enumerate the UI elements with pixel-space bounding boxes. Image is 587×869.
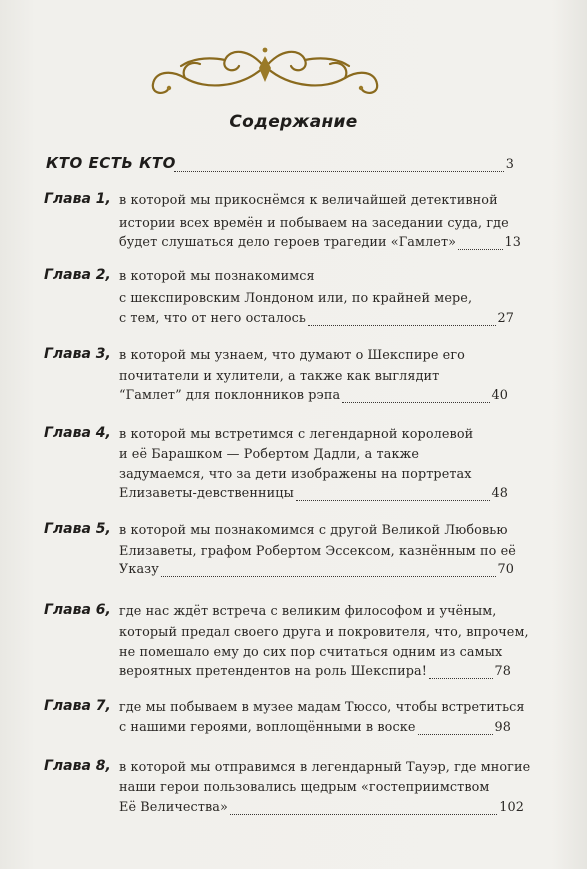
dot-leader xyxy=(342,401,489,403)
chapter-1-page-number: 13 xyxy=(504,235,521,250)
chapter-6-line-2: который предал своего друга и покровителя, что, впрочем, xyxy=(119,625,529,640)
chapter-5-label: Глава 5, xyxy=(44,521,111,537)
dot-leader xyxy=(418,733,493,735)
chapter-6-page-number: 78 xyxy=(494,664,511,679)
chapter-6-line-1: где нас ждёт встреча с великим философом и учёным, xyxy=(119,604,497,619)
chapter-8-line-1: в которой мы отправимся в легендарный Тауэр, где многие xyxy=(119,760,531,775)
chapter-1-line-3-text: будет слушаться дело героев трагедии «Гамлет» xyxy=(119,235,457,250)
chapter-4-line-1: в которой мы встретимся с легендарной королевой xyxy=(119,427,474,442)
chapter-6-label: Глава 6, xyxy=(44,602,111,618)
chapter-6-line-4-text: вероятных претендентов на роль Шекспира! xyxy=(119,664,427,679)
chapter-8-line-3-text: Её Величества» xyxy=(119,800,228,815)
chapter-5-line-1: в которой мы познакомимся с другой Великой Любовью xyxy=(119,523,508,538)
chapter-2-label: Глава 2, xyxy=(44,267,111,283)
chapter-4-label: Глава 4, xyxy=(44,425,111,441)
chapter-8-page-number: 102 xyxy=(499,800,524,815)
dot-leader xyxy=(161,575,496,577)
chapter-1-line-2: истории всех времён и побываем на заседании суда, где xyxy=(119,216,509,231)
chapter-4-line-3: задумаемся, что за дети изображены на портретах xyxy=(119,467,472,482)
intro-leader-line xyxy=(172,157,514,172)
dot-leader xyxy=(230,813,497,815)
chapter-3-page-number: 40 xyxy=(491,388,508,403)
ornament-flourish-icon xyxy=(145,38,385,100)
chapter-4-line-4-text: Елизаветы-девственницы xyxy=(119,486,294,501)
dot-leader xyxy=(308,324,496,326)
chapter-8-line-3 xyxy=(119,800,524,815)
chapter-8-label: Глава 8, xyxy=(44,758,111,774)
chapter-2-page-number: 27 xyxy=(497,311,514,326)
dot-leader xyxy=(429,677,493,679)
chapter-3-line-3-text: “Гамлет” для поклонников рэпа xyxy=(119,388,341,403)
chapter-4-line-2: и её Барашком — Робертом Дадли, а также xyxy=(119,447,420,462)
chapter-7-label: Глава 7, xyxy=(44,698,111,714)
chapter-2-line-1: в которой мы познакомимся xyxy=(119,269,315,284)
chapter-1-line-1: в которой мы прикоснёмся к величайшей детективной xyxy=(119,193,498,208)
chapter-7-line-1: где мы побываем в музее мадам Тюссо, чтобы встретиться xyxy=(119,700,525,715)
dot-leader xyxy=(458,248,502,250)
chapter-6-line-3: не помешало ему до сих пор считаться одним из самых xyxy=(119,645,503,660)
chapter-5-line-3 xyxy=(119,562,514,577)
chapter-2-line-3-text: с тем, что от него осталось xyxy=(119,311,306,326)
chapter-7-page-number: 98 xyxy=(494,720,511,735)
chapter-5-line-3-text: Указу xyxy=(119,562,159,577)
chapter-5-page-number: 70 xyxy=(497,562,514,577)
chapter-2-line-3 xyxy=(119,311,514,326)
chapter-7-line-2-text: с нашими героями, воплощёнными в воске xyxy=(119,720,416,735)
chapter-3-line-3 xyxy=(119,388,508,403)
toc-title: Содержание xyxy=(229,112,358,132)
intro-page-number: 3 xyxy=(505,157,514,172)
dot-leader xyxy=(174,170,504,172)
chapter-3-line-1: в которой мы узнаем, что думают о Шекспире его xyxy=(119,348,465,363)
chapter-8-line-2: наши герои пользовались щедрым «гостеприимством xyxy=(119,780,490,795)
chapter-3-label: Глава 3, xyxy=(44,346,111,362)
chapter-1-line-3 xyxy=(119,235,521,250)
chapter-3-line-2: почитатели и хулители, а также как выглядит xyxy=(119,369,440,384)
chapter-4-page-number: 48 xyxy=(491,486,508,501)
chapter-1-label: Глава 1, xyxy=(44,191,111,207)
intro-label: КТО ЕСТЬ КТО xyxy=(46,154,176,172)
chapter-6-line-4 xyxy=(119,664,511,679)
dot-leader xyxy=(296,499,490,501)
chapter-5-line-2: Елизаветы, графом Робертом Эссексом, казнённым по её xyxy=(119,544,516,559)
chapter-2-line-2: с шекспировским Лондоном или, по крайней мере, xyxy=(119,291,473,306)
chapter-7-line-2 xyxy=(119,720,511,735)
chapter-4-line-4 xyxy=(119,486,508,501)
